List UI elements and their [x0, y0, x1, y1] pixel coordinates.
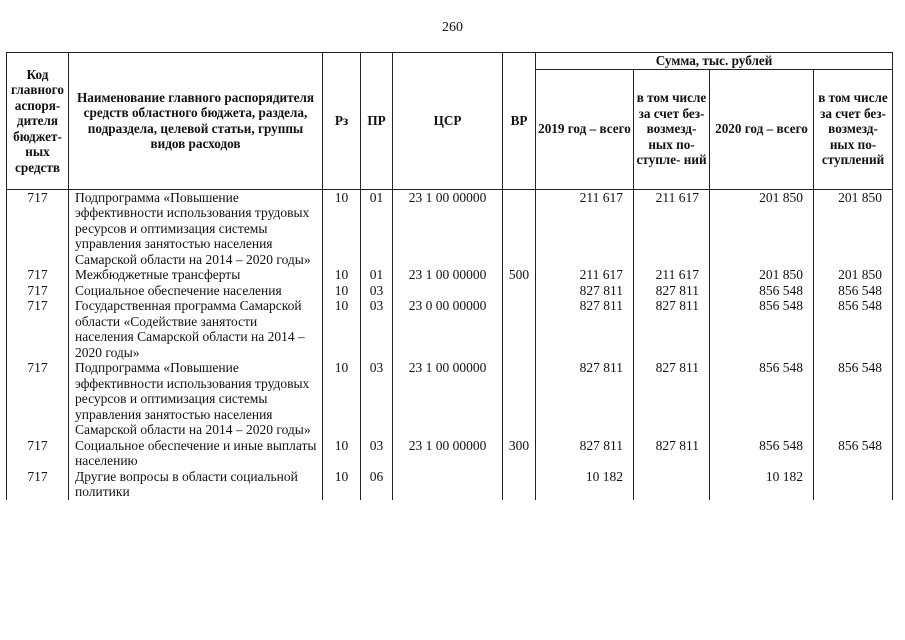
- row-code: 717: [7, 469, 69, 500]
- row-2020-total: 856 548: [710, 283, 814, 299]
- table-row: [7, 267, 893, 283]
- row-2019-gratuitous: 211 617: [634, 267, 710, 283]
- table-body: [7, 189, 893, 500]
- row-code: 717: [7, 298, 69, 360]
- row-code: 717: [7, 438, 69, 469]
- row-2019-total: 827 811: [536, 283, 634, 299]
- row-csr: 23 1 00 00000: [393, 360, 503, 438]
- row-vr: [503, 298, 536, 360]
- row-2019-total: 211 617: [536, 267, 634, 283]
- row-vr: [503, 469, 536, 500]
- row-pr: 03: [361, 438, 393, 469]
- row-2019-total: 827 811: [536, 360, 634, 438]
- row-vr: 300: [503, 438, 536, 469]
- page-number: 260: [442, 20, 463, 35]
- row-name: Подпрограмма «Повышение эффективности использования трудовых ресурсов и оптимизация системы управления занятостью населения Самарской области на 2014 – 2020 годы»: [69, 189, 323, 267]
- row-rz: 10: [323, 298, 361, 360]
- row-name: Социальное обеспечение населения: [69, 283, 323, 299]
- row-2020-total: 856 548: [710, 438, 814, 469]
- header-code: Код главного аспоря- дителя бюджет- ных средств: [7, 53, 69, 190]
- row-2020-gratuitous: 856 548: [814, 283, 893, 299]
- row-2020-total: 856 548: [710, 298, 814, 360]
- row-csr: 23 1 00 00000: [393, 438, 503, 469]
- header-2019-gratuitous: в том числе за счет без- возмезд- ных по- ступле- ний: [634, 69, 710, 189]
- row-2020-total: 856 548: [710, 360, 814, 438]
- row-2020-total: 10 182: [710, 469, 814, 500]
- row-2020-gratuitous: 201 850: [814, 189, 893, 267]
- row-rz: 10: [323, 189, 361, 267]
- table-row: [7, 283, 893, 299]
- row-2019-gratuitous: 211 617: [634, 189, 710, 267]
- row-pr: 06: [361, 469, 393, 500]
- row-2019-total: 827 811: [536, 298, 634, 360]
- table-row: [7, 189, 893, 267]
- row-name: Государственная программа Самарской области «Содействие занятости населения Самарской области на 2014 – 2020 годы»: [69, 298, 323, 360]
- row-2019-gratuitous: 827 811: [634, 298, 710, 360]
- row-name: Социальное обеспечение и иные выплаты населению: [69, 438, 323, 469]
- row-code: 717: [7, 267, 69, 283]
- row-csr: [393, 283, 503, 299]
- row-name: Другие вопросы в области социальной политики: [69, 469, 323, 500]
- row-name: Подпрограмма «Повышение эффективности использования трудовых ресурсов и оптимизация системы управления занятостью населения Самарской области на 2014 – 2020 годы»: [69, 360, 323, 438]
- row-2020-total: 201 850: [710, 267, 814, 283]
- row-csr: 23 1 00 00000: [393, 189, 503, 267]
- table-row: [7, 360, 893, 438]
- row-rz: 10: [323, 283, 361, 299]
- row-2020-gratuitous: [814, 469, 893, 500]
- row-csr: 23 1 00 00000: [393, 267, 503, 283]
- row-2019-gratuitous: 827 811: [634, 360, 710, 438]
- table-row: [7, 469, 893, 500]
- row-code: 717: [7, 360, 69, 438]
- header-csr: ЦСР: [393, 53, 503, 190]
- row-2019-gratuitous: 827 811: [634, 283, 710, 299]
- row-2020-gratuitous: 856 548: [814, 438, 893, 469]
- row-2020-gratuitous: 856 548: [814, 360, 893, 438]
- header-rz: Рз: [323, 53, 361, 190]
- header-2019-total: 2019 год – всего: [536, 69, 634, 189]
- row-vr: [503, 360, 536, 438]
- row-2020-total: 201 850: [710, 189, 814, 267]
- header-sum: Сумма, тыс. рублей: [536, 53, 893, 70]
- row-pr: 01: [361, 189, 393, 267]
- row-pr: 03: [361, 298, 393, 360]
- row-2019-total: 827 811: [536, 438, 634, 469]
- row-pr: 03: [361, 360, 393, 438]
- row-2019-total: 211 617: [536, 189, 634, 267]
- row-pr: 03: [361, 283, 393, 299]
- row-rz: 10: [323, 438, 361, 469]
- table-row: [7, 438, 893, 469]
- budget-table: [6, 52, 893, 500]
- row-vr: [503, 283, 536, 299]
- row-code: 717: [7, 189, 69, 267]
- row-2019-gratuitous: [634, 469, 710, 500]
- row-vr: 500: [503, 267, 536, 283]
- header-vr: ВР: [503, 53, 536, 190]
- row-code: 717: [7, 283, 69, 299]
- header-pr: ПР: [361, 53, 393, 190]
- row-rz: 10: [323, 469, 361, 500]
- header-2020-gratuitous: в том числе за счет без- возмезд- ных по- ступлений: [814, 69, 893, 189]
- header-2020-total: 2020 год – всего: [710, 69, 814, 189]
- row-csr: [393, 469, 503, 500]
- header-name: Наименование главного распорядителя средств областного бюджета, раздела, подраздела, целевой статьи, группы видов расходов: [69, 53, 323, 190]
- row-csr: 23 0 00 00000: [393, 298, 503, 360]
- row-2019-gratuitous: 827 811: [634, 438, 710, 469]
- row-rz: 10: [323, 360, 361, 438]
- row-2019-total: 10 182: [536, 469, 634, 500]
- row-2020-gratuitous: 201 850: [814, 267, 893, 283]
- row-rz: 10: [323, 267, 361, 283]
- row-pr: 01: [361, 267, 393, 283]
- row-name: Межбюджетные трансферты: [69, 267, 323, 283]
- table-row: [7, 298, 893, 360]
- row-2020-gratuitous: 856 548: [814, 298, 893, 360]
- row-vr: [503, 189, 536, 267]
